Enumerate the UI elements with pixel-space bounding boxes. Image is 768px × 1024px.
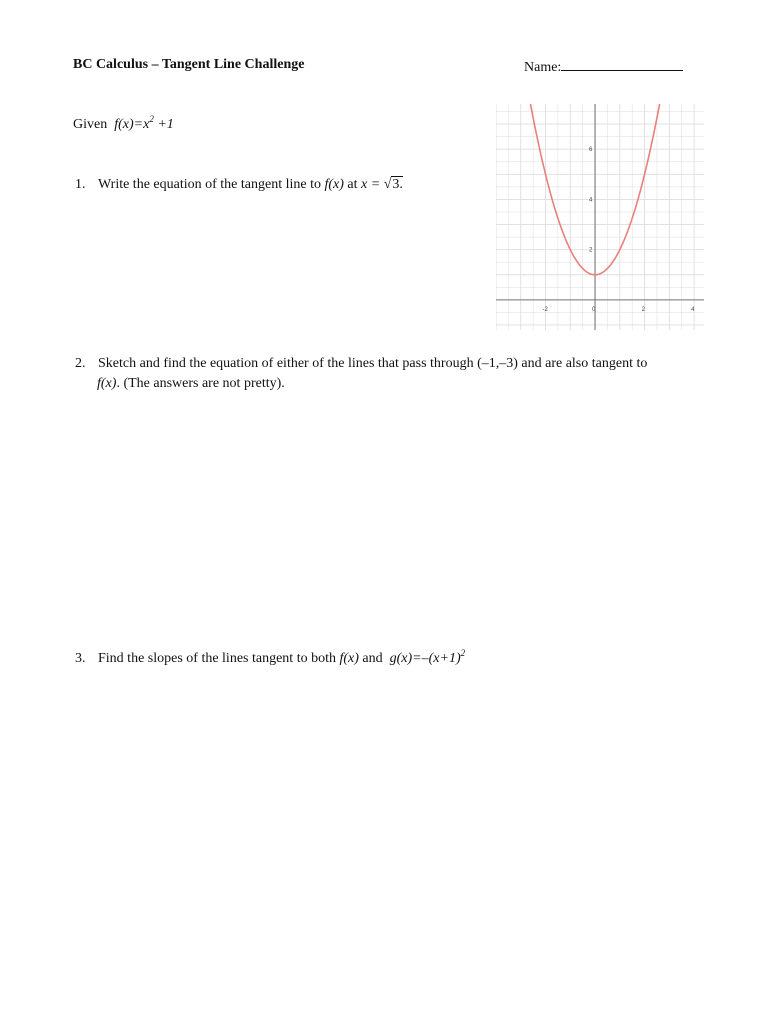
question-3-number: 3. — [75, 651, 86, 666]
graph-grid — [496, 104, 704, 330]
parabola-graph — [496, 104, 704, 330]
question-2 — [75, 356, 647, 372]
x-tick-label: 2 — [641, 306, 645, 313]
y-tick-label: 2 — [589, 247, 593, 254]
question-2-note: . (The answers are not pretty). — [116, 376, 285, 391]
question-2-number: 2. — [75, 356, 86, 371]
question-1-func: f(x) — [324, 177, 344, 192]
question-2-func: f(x) — [97, 376, 117, 391]
question-1 — [75, 176, 403, 193]
x-tick-label: 0 — [592, 306, 596, 313]
graph-axes — [496, 104, 704, 330]
graph-tick-labels — [543, 147, 696, 313]
name-underline[interactable] — [561, 57, 683, 71]
y-tick-label: 4 — [589, 197, 593, 204]
question-1-sqrt: √3. — [383, 177, 403, 192]
given-function: $f(x)=x^2 +1$ — [110, 114, 174, 132]
x-tick-label: 4 — [691, 306, 695, 313]
question-1-x: x = — [361, 177, 381, 192]
given-statement — [73, 114, 174, 133]
x-tick-label: -2 — [542, 306, 548, 313]
question-3-and: and — [362, 651, 383, 666]
question-2-text: Sketch and find the equation of either of the lines that pass through (–1,–3) and are also tangent to — [98, 356, 648, 371]
question-3-text: Find the slopes of the lines tangent to both — [98, 651, 336, 666]
given-label: Given — [73, 117, 108, 132]
y-tick-label: 6 — [589, 147, 593, 154]
name-label: Name: — [524, 60, 562, 75]
question-3-func: f(x) — [339, 651, 359, 666]
question-1-number: 1. — [75, 177, 86, 192]
question-2-continued — [97, 376, 285, 392]
question-3 — [75, 648, 465, 667]
worksheet-title: BC Calculus – Tangent Line Challenge — [73, 57, 305, 72]
question-1-radicand: 3. — [392, 177, 403, 192]
question-1-at: at — [347, 177, 358, 192]
name-field[interactable] — [524, 57, 683, 76]
question-3-g: $g(x)=-(x+1)^2$ — [386, 648, 466, 666]
question-1-text: Write the equation of the tangent line to — [98, 177, 321, 192]
